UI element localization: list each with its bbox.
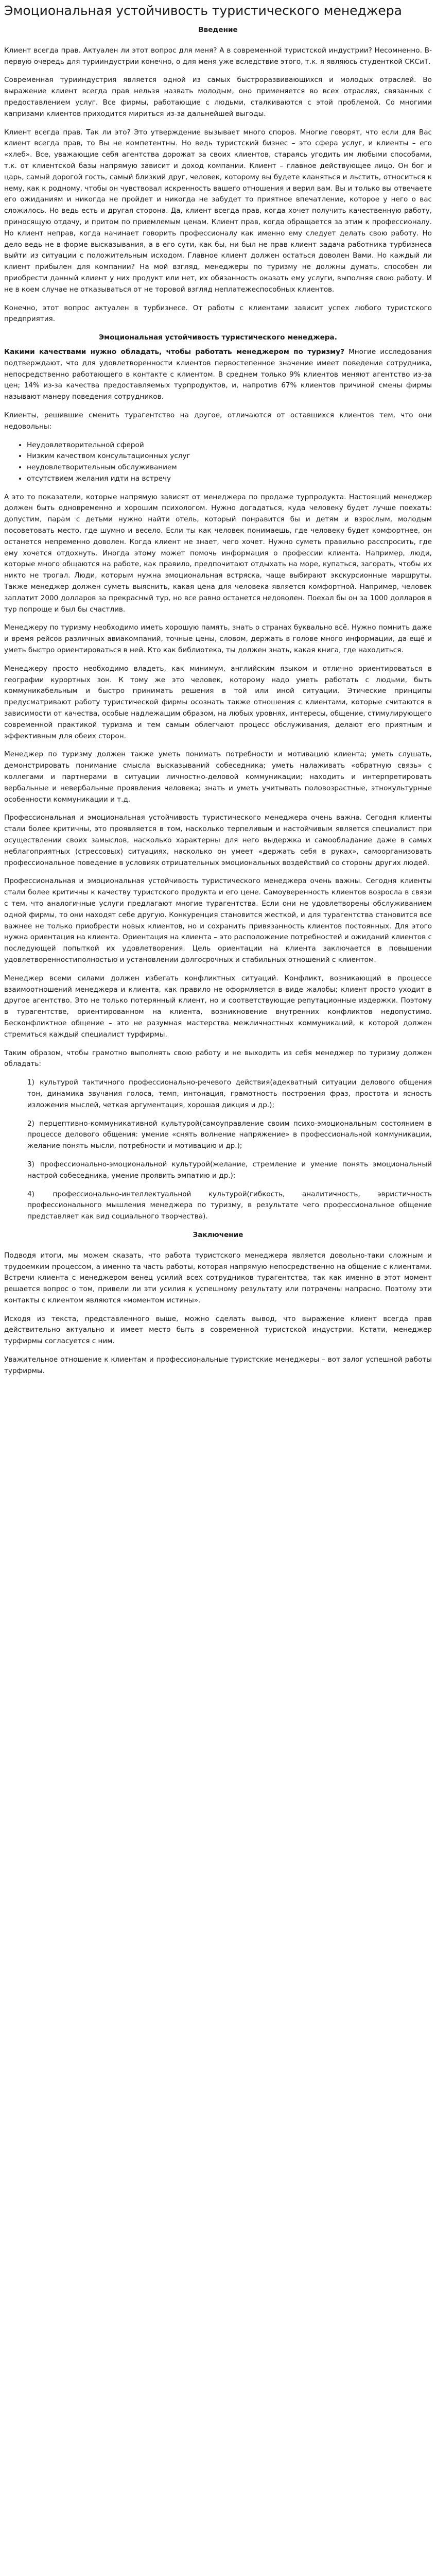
body-paragraph: Профессиональная и эмоциональная устойчивость туристического менеджера очень важна. Сегодня клиенты стали более критичны, это проявляется в том, насколько терпеливым и настойчивым является специалист при осуществлении своих замыслов, насколько характерны для него выдержка и самообладание даже в самых неблагоприятных (стрессовых) ситуациях, насколько он умеет «держать себя в руках», самоорганизовать профессиональное поведение в условиях отрицательных эмоциональных воздействий со стороны других людей.	[4, 814, 432, 867]
question-paragraph	[4, 347, 432, 403]
conclusion-paragraph: Подводя итоги, мы можем сказать, что работа туристского менеджера является довольно-таки сложным и трудоемким процессом, а именно та часть работы, которая напрямую непосредственно на общение с клиентами. Встречи клиента с менеджером венец усилий всех сотрудников турагентства, так как именно в этот момент решается вопрос о том, привели ли эти усилия к успешному результату или потрачены напрасно. Поэтому эти контакты с клиентом являются «моментом истины».	[4, 1251, 432, 1304]
item-number: 4)	[27, 1190, 34, 1198]
dissatisfaction-list	[4, 440, 432, 485]
item-text: перцептивно-коммуникативной культурой(самоуправление своим психо-эмоциональным состоянием в процессе делового общения: умение «снять волнение напряжение» в профессиональной коммуникации, желание понять мысли, потребности и мотивацию и др.);	[27, 1119, 432, 1150]
body-paragraph: Менеджер по туризму должен также уметь понимать потребности и мотивацию клиента; уметь слушать, демонстрировать понимание смысла высказываний собеседника; уметь налаживать «обратную связь» с коллегами и партнерами в ситуации личностно-деловой коммуникации; находить и интерпретировать вербальные и невербальные проявления человека; знать и уметь учитывать половозрастные, этнокультурные особенности коммуникации и т.д.	[4, 750, 432, 804]
list-item: • Неудовлетворительной сферой	[27, 440, 432, 451]
list-item: • неудовлетворительным обслуживанием	[27, 462, 432, 473]
item-number: 2)	[27, 1119, 34, 1128]
item-number: 3)	[27, 1160, 34, 1168]
list-item: • Низким качеством консультационных услуг	[27, 451, 432, 462]
intro-paragraph: Современная турииндустрия является одной из самых быстроразвивающихся и молодых отраслей. Во выражение клиент всегда прав нельзя назвать молодым, оно применяется во всех отраслях, связанных с предоставлением услуг. Все фирмы, работающие с людьми, сталкиваются с этой проблемой. Со многими капризами клиентов приходится мириться из-за дальнейшей выгоды.	[4, 76, 432, 118]
intro-heading: Введение	[198, 26, 238, 34]
intro-paragraph: Клиент всегда прав. Актуален ли этот вопрос для меня? А в современной туристской индустрии? Несомненно. В-первую очередь для турииндустрии конечно, о для меня уже вследствие этого, т.к. я являюсь студенткой СКСиТ.	[4, 46, 432, 66]
body-paragraph: Таким образом, чтобы грамотно выполнять свою работу и не выходить из себя менеджер по туризму должен обладать:	[4, 1048, 432, 1069]
body-paragraph: Менеджер всеми силами должен избегать конфликтных ситуаций. Конфликт, возникающий в процессе взаимоотношений менеджера и клиента, как правило не оформляется в виде жалобы; клиент просто уходит в другое агентство. Это не только потерянный клиент, но и соответствующие репутационные издержки. Поэтому в турагентстве, ориентированном на клиента, возникновение внутренних конфликтов недопустимо. Бесконфликтное общение – это не разумная мастерства межличностных коммуникаций, к которой должен стремиться каждый специалист турфирмы.	[4, 974, 432, 1039]
intro-paragraph: Конечно, этот вопрос актуален в турбизнесе. От работы с клиентами зависит успех любого туристского предприятия.	[4, 303, 432, 324]
body-paragraph: Менеджеру по туризму необходимо иметь хорошую память, знать о странах буквально всё. Нужно помнить даже и время рейсов различных авиакомпаний, точные цены, словом, держать в голове много информации, да ещё и уметь быстро ориентироваться в ней. Кто как библиотека, ты должен знать, какая книга, где находиться.	[4, 623, 432, 655]
numbered-item	[4, 1077, 432, 1111]
item-text: культурой тактичного профессионально-речевого действия(адекватный ситуации делового общения тон, динамика звучания голоса, темп, интонация, грамотность построения фраз, простота и ясность изложения мыслей, четкая аргументация, хорошая дикция и др.);	[27, 1078, 432, 1109]
item-number: 1)	[27, 1078, 34, 1087]
numbered-item	[4, 1118, 432, 1152]
question-lead: Какими качествами нужно обладать, чтобы работать менеджером по туризму?	[4, 347, 345, 356]
item-text: профессионально-эмоциональной культурой(желание, стремление и умение понять эмоциональный настрой собеседника, умение проявить эмпатию и др.);	[27, 1160, 432, 1180]
list-intro: Клиенты, решившие сменить турагентство на другое, отличаются от оставшихся клиентов тем, что они недовольны:	[4, 411, 432, 431]
document-page	[0, 3, 436, 1405]
list-item: • отсутствием желания идти на встречу	[27, 473, 432, 485]
body-paragraph: Менеджеру просто необходимо владеть, как минимум, английским языком и отлично ориентироваться в географии курортных зон. К тому же это человек, которому надо уметь работать с людьми, быть коммуникабельным и быстро принимать решения в той или иной ситуации. Этические принципы предусматривают работу туристической фирмы осознать также отношения с клиентами, которые считаются в зависимости от качества, особые надлежащим образом, на любых уровнях, интересы, общение, стимулирующего современной практикой туризма и тем самым облегчают процесс обслуживания, делают его приятным и эффективным для обеих сторон.	[4, 664, 432, 740]
section-heading: Эмоциональная устойчивость туристического менеджера.	[99, 333, 337, 342]
numbered-item	[4, 1159, 432, 1182]
document-title: Эмоциональная устойчивость туристического менеджера	[4, 3, 402, 18]
body-paragraph: А это то показатели, которые напрямую зависят от менеджера по продаже турпродукта. Настоящий менеджер должен быть одновременно и хорошим психологом. Нужно догадаться, куда человеку будет лучше поехать: допустим, парам с детьми нужно найти отель, который понравится бы и детям и взрослым, молодым посоветовать место, где шумно и весело. Если ты как человек понимаешь, где человеку будет комфортнее, он останется непременно доволен. Когда клиент не знает, чего хочет. Нужно суметь правильно расспросить, где ему хочется отдохнуть. Иногда этому может помочь информация о профессии клиента. Например, люди, которые много общаются на работе, как правило, предпочитают отдыхать на море, купаться, загорать, чтобы их никто не трогал. Люди, которым нужна эмоциональная встряска, чаще выбирают экскурсионные маршруты. Также менеджер должен суметь выяснить, какая цена для человека является комфортной. Например, человек заплатит 2000 долларов за прекрасный тур, но все равно останется недоволен. Поехал бы он за 1000 долларов в тур попроще и был бы счастлив.	[4, 493, 432, 614]
conclusion-paragraph: Уважительное отношение к клиентам и профессиональные туристские менеджеры – вот залог успешной работы турфирмы.	[4, 1355, 432, 1375]
body-paragraph: Профессиональная и эмоциональная устойчивость туристического менеджера очень важны. Сегодня клиенты стали более критичны к качеству туристского продукта и его цене. Самоуверенность клиентов возросла в связи с тем, что аналогичные услуги предлагают многие турагентства. Если они не удовлетворены обслуживанием одной фирмы, то они находят себе другую. Конкуренция становится жесткой, и для турагентства становится все важнее не только приобрести новых клиентов, но и сохранить привязанность клиентов постоянных. Для этого нужна ориентация на клиента. Ориентация на клиента – это расположение потребностей и ожиданий клиентов с последующей попыткой их удовлетворения. Цель ориентации на клиента заключается в повышении удовлетворенностиполностью и установлении долгосрочных и стабильных отношений с клиентом.	[4, 877, 432, 964]
conclusion-paragraph: Исходя из текста, представленного выше, можно сделать вывод, что выражение клиент всегда прав действительно актуально и имеет место быть в современной туристской индустрии. Кстати, менеджер турфирмы согласуется с ним.	[4, 1314, 432, 1346]
numbered-item	[4, 1189, 432, 1223]
conclusion-heading: Заключение	[193, 1230, 243, 1239]
intro-paragraph: Клиент всегда прав. Так ли это? Это утверждение вызывает много споров. Многие говорят, что если для Вас клиент всегда прав, то Вы не компетентны. Но ведь туристский бизнес – это сфера услуг, и клиенты – его «хлеб». Все, уважающие себя агентства дорожат за своих клиентов, стараясь угодить им любыми способами, т.к. от клиентской базы напрямую зависит и доход компании. Клиент – главное действующее лицо. Он бог и царь, самый дорогой гость, самый близкий друг, человек, которому вы будете кланяться и льстить, относиться к нему, как к родному, чтобы он чувствовал искренность вашего отношения и верил вам. Вы и только вы отвечаете его ожиданиям и никогда не пройдет и никогда не забудет то приятное впечатление, которое у него о вас сложилось. Но ведь есть и другая сторона. Да, клиент всегда прав, когда хочет получить качественную работу, приносящую отдачу, и притом по приемлемым ценам. Клиент прав, когда обращается за этим к профессионалу. Но клиент неправ, когда начинает говорить профессионалу как именно ему следует делать свою работу. Но дело ведь не в форме высказывания, а в его сути, как бы, ни был не прав клиент задача работника турбизнеса выйти из ситуации с положительным исходом. Главное клиент должен остаться доволен Вами. Но каждый ли клиент прибылен для компании? На мой взгляд, менеджеры по туризму не должны думать, способен ли приобрести данный клиент у них продукт или нет, их обязанность оказать ему услуги, выполняя свою работу. И не в коем случае не отказываться от не торовой взгляд неплатежеспособных клиентов.	[4, 128, 432, 294]
question-rest: Многие исследования подтверждают, что для удовлетворенности клиентов первостепенное значение имеет поведение сотрудника, непосредственно работающего в контакте с клиентом. В среднем только 9% клиентов меняют агентство из-за цен; 14% из-за качества предоставляемых турпродуктов, и, напротив 67% клиентов причиной смены фирмы называют манеру поведения сотрудников.	[4, 347, 432, 401]
item-text: профессионально-интеллектуальной культурой(гибкость, аналитичность, эвристичность профессионального мышления менеджера по туризму, в результате чего профессиональное общение представляет как вид социального творчества).	[27, 1190, 432, 1221]
